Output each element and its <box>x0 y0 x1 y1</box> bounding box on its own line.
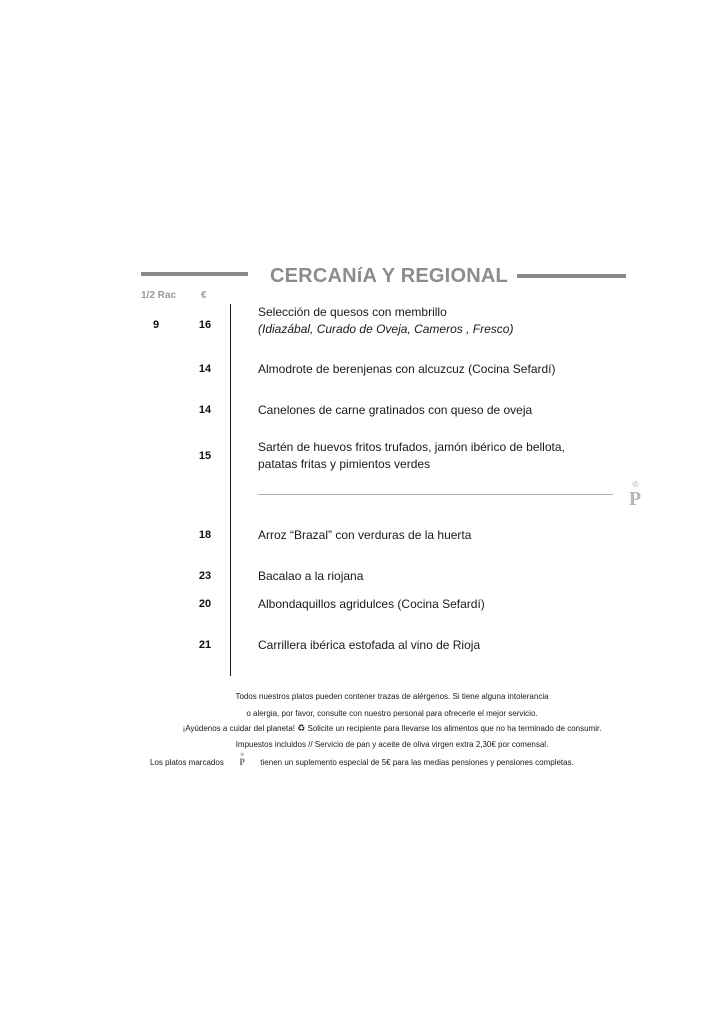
menu-item <box>258 596 485 613</box>
menu-item <box>258 527 471 544</box>
allergen-note-line-2: o alergia, por favor, consulte con nuestro personal para ofrecerle el mejor servicio. <box>246 709 538 718</box>
allergen-note-line-1: Todos nuestros platos pueden contener trazas de alérgenos. Si tiene alguna intolerancia <box>235 692 549 701</box>
dish-detail: (Idiazábal, Curado de Oveja, Cameros , Fresco) <box>258 322 514 336</box>
p-mark-icon <box>226 753 258 767</box>
supplement-note-text-2: tienen un suplemento especial de 5€ para las medias pensiones y pensiones completas. <box>260 758 574 767</box>
supplement-note-text: Los platos marcados <box>150 758 224 767</box>
column-header-half-ration: 1/2 Rac <box>141 290 177 301</box>
planet-note <box>183 724 602 734</box>
price: 14 <box>198 363 212 375</box>
section-separator <box>258 494 613 495</box>
menu-item <box>258 304 513 338</box>
menu-item <box>258 361 556 378</box>
dish-name: Selección de quesos con membrillo <box>258 305 447 319</box>
menu-item <box>258 439 565 473</box>
dish-name: Canelones de carne gratinados con queso de oveja <box>258 403 533 417</box>
section-title: CERCANíA Y REGIONAL <box>270 265 508 287</box>
price: 20 <box>198 598 212 610</box>
menu-item <box>258 402 532 419</box>
crown-p-logo-icon <box>625 480 645 509</box>
price: 23 <box>198 570 212 582</box>
dish-name: Sartén de huevos fritos trufados, jamón ibérico de bellota, <box>258 440 565 454</box>
dish-name: Carrillera ibérica estofada al vino de Rioja <box>258 638 481 652</box>
p-mark-crown: ♔ <box>239 753 245 758</box>
p-mark-letter: P <box>239 757 245 767</box>
header-right-bar <box>517 274 626 278</box>
price: 16 <box>198 319 212 331</box>
half-price: 9 <box>152 319 160 331</box>
price: 14 <box>198 404 212 416</box>
crown-icon: ♔ <box>631 479 639 489</box>
column-divider <box>230 304 231 676</box>
dish-name: Almodrote de berenjenas con alcuzcuz (Cocina Sefardí) <box>258 362 556 376</box>
recycle-icon: ♻ <box>297 724 306 734</box>
menu-item <box>258 568 363 585</box>
logo-letter: P <box>628 488 642 510</box>
supplement-note <box>150 753 574 768</box>
price: 18 <box>198 529 212 541</box>
price: 15 <box>198 450 212 462</box>
price: 21 <box>198 639 212 651</box>
dish-name: Bacalao a la riojana <box>258 569 364 583</box>
dish-name: Arroz “Brazal” con verduras de la huerta <box>258 528 472 542</box>
planet-note-text: ¡Ayúdenos a cuidar del planeta! <box>182 724 295 733</box>
column-header-price: € <box>201 290 207 301</box>
dish-detail: patatas fritas y pimientos verdes <box>258 457 431 471</box>
menu-item <box>258 637 480 654</box>
header-left-bar <box>141 272 248 276</box>
planet-note-text-2: Solicite un recipiente para llevarse los alimentos que no ha terminado de consumir. <box>307 724 602 733</box>
dish-name: Albondaquillos agridulces (Cocina Sefardí) <box>258 597 485 611</box>
taxes-note: Impuestos incluidos // Servicio de pan y aceite de oliva virgen extra 2,30€ por comensal. <box>235 740 549 749</box>
